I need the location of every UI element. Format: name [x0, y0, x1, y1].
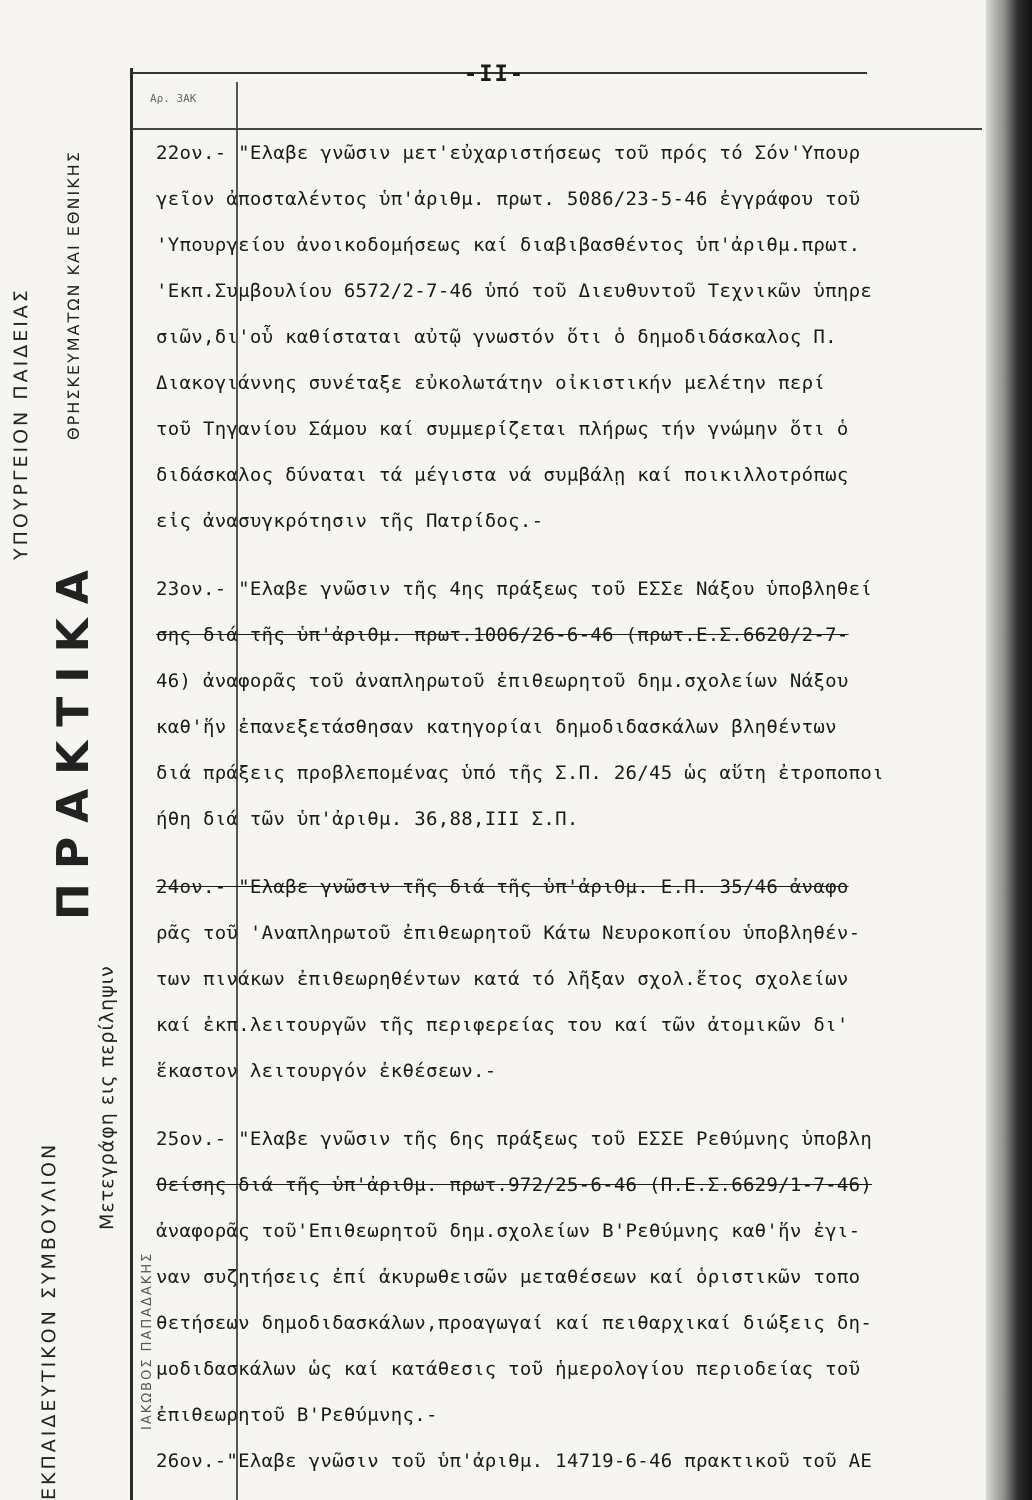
paragraph-22 — [156, 130, 986, 544]
text-line: σιῶν,δι'οὗ καθίσταται αὐτῷ γνωστόν ὅτι ὁ δημοδιδάσκαλος Π. — [156, 326, 837, 348]
text-line: ήθη διά τῶν ὑπ'ἀριθμ. 36,88,III Σ.Π. — [156, 808, 579, 830]
text-line: 'Υπουργείου ἀνοικοδομήσεως καί διαβιβασθέντος ὑπ'ἀριθμ.πρωτ. — [156, 234, 861, 256]
text-line: μοδιδασκάλων ὡς καί κατάθεσις τοῦ ἡμερολογίου περιοδείας τοῦ — [156, 1358, 861, 1380]
text-line: θετήσεων δημοδιδασκάλων,προαγωγαί καί πειθαρχικαί διώξεις δη- — [156, 1312, 873, 1334]
text-line: 24ον.- "Ελαβε γνῶσιν τῆς διά τῆς ὑπ'ἀριθμ. Ε.Π. 35/46 ἀναφο — [156, 876, 849, 898]
text-line: ἐπιθεωρητοῦ Β'Ρεθύμνης.- — [156, 1404, 438, 1426]
text-line: διδάσκαλος δύναται τά μέγιστα νά συμβάλῃ καί ποικιλλοτρόπως — [156, 464, 849, 486]
text-line: γεῖον ἀποσταλέντος ὑπ'ἀριθμ. πρωτ. 5086/23-5-46 ἐγγράφου τοῦ — [156, 188, 861, 210]
text-line: 23ον.- "Ελαβε γνῶσιν τῆς 4ης πράξεως τοῦ ΕΣΣε Νάξου ὑποβληθεί — [156, 578, 873, 600]
header-label: Αρ. 3ΑΚ — [150, 92, 197, 105]
text-line: διά πράξεις προβλεπομένας ὑπό τῆς Σ.Π. 26/45 ὡς αὕτη ἐτροποποι — [156, 762, 884, 784]
text-line: Διακογιάννης συνέταξε εὐκολωτάτην οἰκιστικήν μελέτην περί — [156, 372, 826, 394]
minutes-body — [156, 130, 986, 1484]
margin-service: ΘΡΗΣΚΕΥΜΑΤΩΝ ΚΑΙ ΕΘΝΙΚΗΣ — [64, 150, 83, 440]
text-line: 'Εκπ.Συμβουλίου 6572/2-7-46 ὑπό τοῦ Διευθυντοῦ Τεχνικῶν ὑπηρε — [156, 280, 873, 302]
text-line: 46) ἀναφορᾶς τοῦ ἀναπληρωτοῦ ἐπιθεωρητοῦ δημ.σχολείων Νάξου — [156, 670, 849, 692]
text-line: καθ'ἥν ἐπανεξετάσθησαν κατηγορίαι δημοδιδασκάλων βληθέντων — [156, 716, 837, 738]
margin-title: ΠΡΑΚΤΙΚΑ — [48, 556, 99, 920]
text-line: των πινάκων ἐπιθεωρηθέντων κατά τό λῆξαν σχολ.ἔτος σχολείων — [156, 968, 849, 990]
paragraph-23 — [156, 566, 986, 842]
text-line: θείσης διά τῆς ὑπ'ἀριθμ. πρωτ.972/25-6-46 (Π.Ε.Σ.6629/1-7-46) — [156, 1174, 873, 1196]
text-line: 26ον.-"Ελαβε γνῶσιν τοῦ ὑπ'ἀριθμ. 14719-6-46 πρακτικοῦ τοῦ ΑΕ — [156, 1450, 873, 1472]
page-number: -II- — [464, 62, 525, 87]
margin-ministry: ΥΠΟΥΡΓΕΙΟΝ ΠΑΙΔΕΙΑΣ — [10, 287, 32, 560]
text-line: ἀναφορᾶς τοῦ'Επιθεωρητοῦ δημ.σχολείων Β'Ρεθύμνης καθ'ἥν ἐγι- — [156, 1220, 861, 1242]
left-margin-rule — [130, 68, 133, 1500]
text-line: σης διά τῆς ὑπ'ἀριθμ. πρωτ.1006/26-6-46 (πρωτ.Ε.Σ.6620/2-7- — [156, 624, 849, 646]
paragraph-25 — [156, 1116, 986, 1484]
text-line: εἰς ἀνασυγκρότησιν τῆς Πατρίδος.- — [156, 510, 544, 532]
text-line: 25ον.- "Ελαβε γνῶσιν τῆς 6ης πράξεως τοῦ ΕΣΣΕ Ρεθύμνης ὑποβλη — [156, 1128, 873, 1150]
margin-note: Μετεγράφη εις περίληψιν — [96, 965, 118, 1230]
text-line: καί ἐκπ.λειτουργῶν τῆς περιφερείας του καί τῶν ἀτομικῶν δι' — [156, 1014, 849, 1036]
margin-stamp: ΙΑΚΩΒΟΣ ΠΑΠΑΔΑΚΗΣ — [140, 1251, 155, 1430]
text-line: ναν συζητήσεις ἐπί ἀκυρωθεισῶν μεταθέσεων καί ὁριστικῶν τοπο — [156, 1266, 861, 1288]
text-line: ρᾶς τοῦ 'Αναπληρωτοῦ ἐπιθεωρητοῦ Κάτω Νευροκοπίου ὑποβληθέν- — [156, 922, 861, 944]
scan-edge-shadow — [986, 0, 1032, 1500]
text-line: ἕκαστον λειτουργόν ἐκθέσεων.- — [156, 1060, 497, 1082]
text-line: 22ον.- "Ελαβε γνῶσιν μετ'εὐχαριστήσεως τοῦ πρός τό Σόν'Υπουρ — [156, 142, 861, 164]
paragraph-24 — [156, 864, 986, 1094]
text-line: τοῦ Τηγανίου Σάμου καί συμμερίζεται πλήρως τήν γνώμην ὅτι ὁ — [156, 418, 849, 440]
margin-council: ΕΚΠΑΙΔΕΥΤΙΚΟΝ ΣΥΜΒΟΥΛΙΟΝ — [38, 1141, 60, 1500]
